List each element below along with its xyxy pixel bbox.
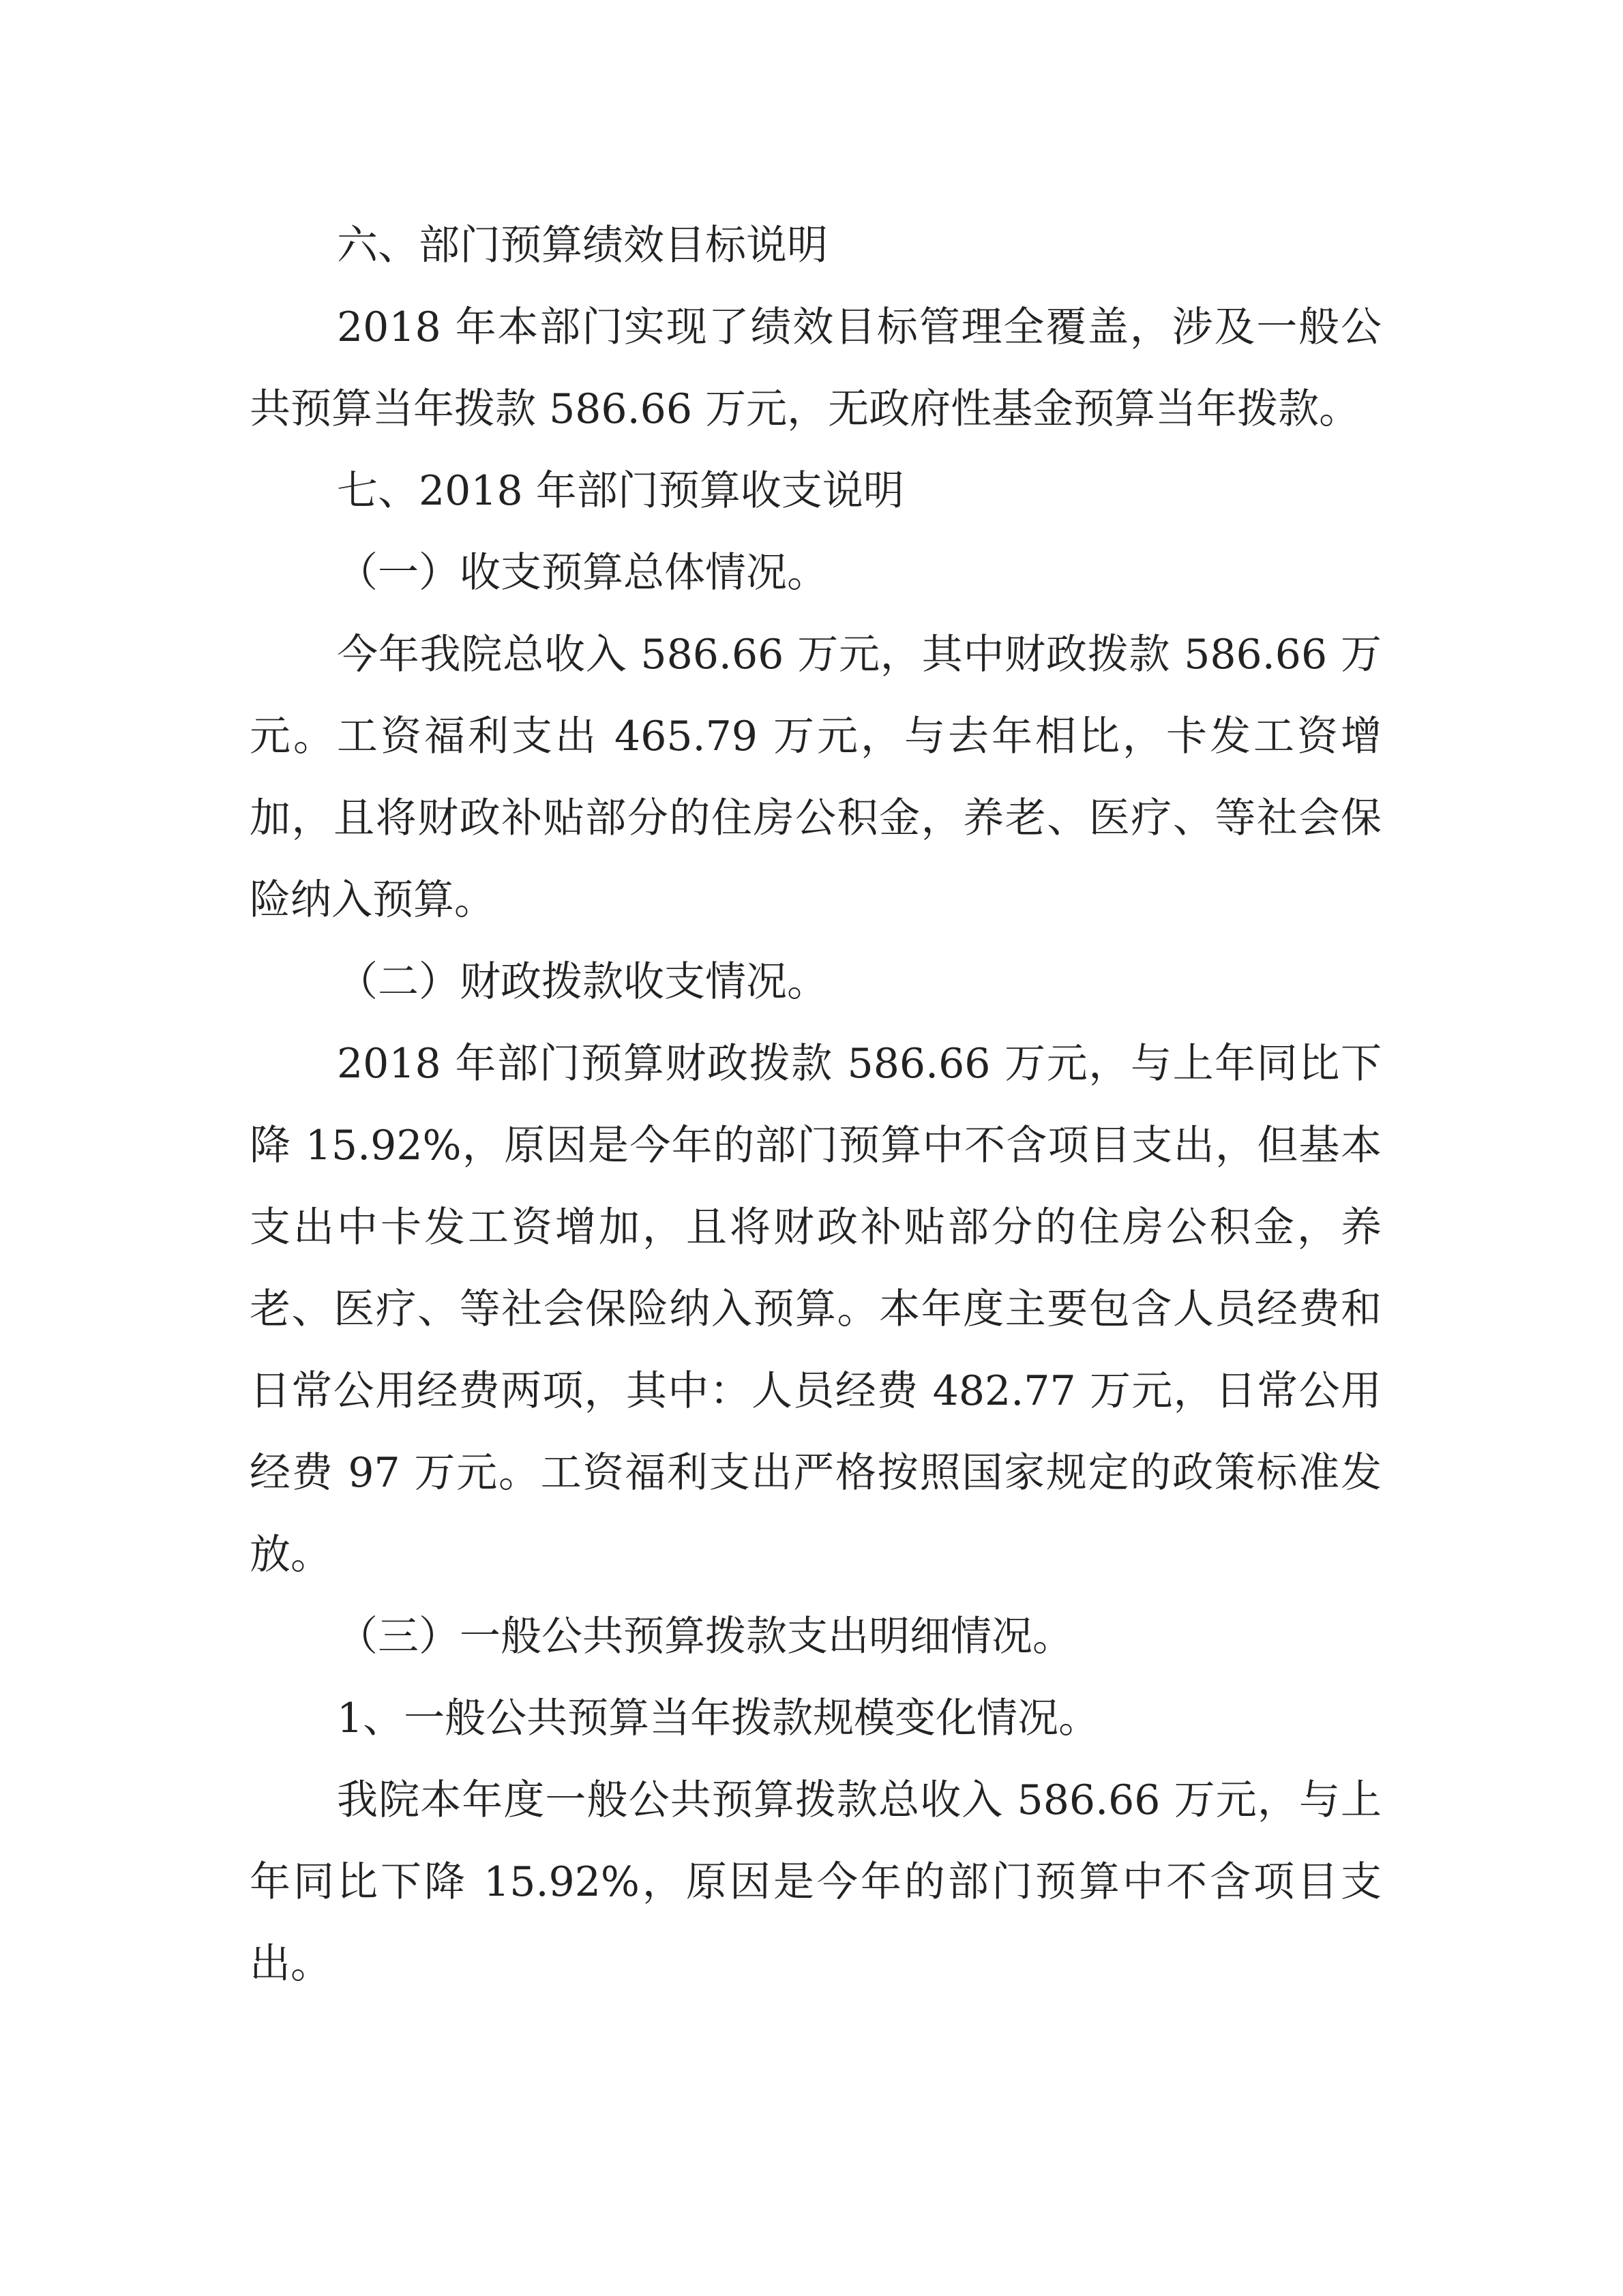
paragraph-fiscal-appropriation: 2018 年部门预算财政拨款 586.66 万元，与上年同比下降 15.92%，原因是今年的部门预算中不含项目支出，但基本支出中卡发工资增加，且将财政补贴部分的住房公积金，养老、医疗、等社会保险纳入预算。本年度主要包含人员经费和日常公用经费两项，其中：人员经费 482.77 万元，日常公用经费 97 万元。工资福利支出严格按照国家规定的政策标准发放。 bbox=[250, 1040, 1382, 1579]
subsection-heading-overall: （一）收支预算总体情况。 bbox=[337, 549, 828, 597]
paragraph-performance-goals: 2018 年本部门实现了绩效目标管理全覆盖，涉及一般公共预算当年拨款 586.66 万元，无政府性基金预算当年拨款。 bbox=[250, 303, 1382, 433]
document-body bbox=[250, 205, 1382, 2005]
paragraph-overall: 今年我院总收入 586.66 万元，其中财政拨款 586.66 万元。工资福利支出 465.79 万元，与去年相比，卡发工资增加，且将财政补贴部分的住房公积金，养老、医疗、等社会保险纳入预算。 bbox=[250, 631, 1382, 924]
section-heading-performance-goals: 六、部门预算绩效目标说明 bbox=[337, 222, 828, 269]
item-heading-scale-change: 1、一般公共预算当年拨款规模变化情况。 bbox=[337, 1695, 1100, 1742]
paragraph-scale-change: 我院本年度一般公共预算拨款总收入 586.66 万元，与上年同比下降 15.92%，原因是今年的部门预算中不含项目支出。 bbox=[250, 1776, 1382, 1988]
subsection-heading-fiscal-appropriation: （二）财政拨款收支情况。 bbox=[337, 958, 828, 1006]
subsection-heading-general-budget-detail: （三）一般公共预算拨款支出明细情况。 bbox=[337, 1613, 1073, 1660]
section-heading-budget-income-expense: 七、2018 年部门预算收支说明 bbox=[337, 467, 904, 515]
